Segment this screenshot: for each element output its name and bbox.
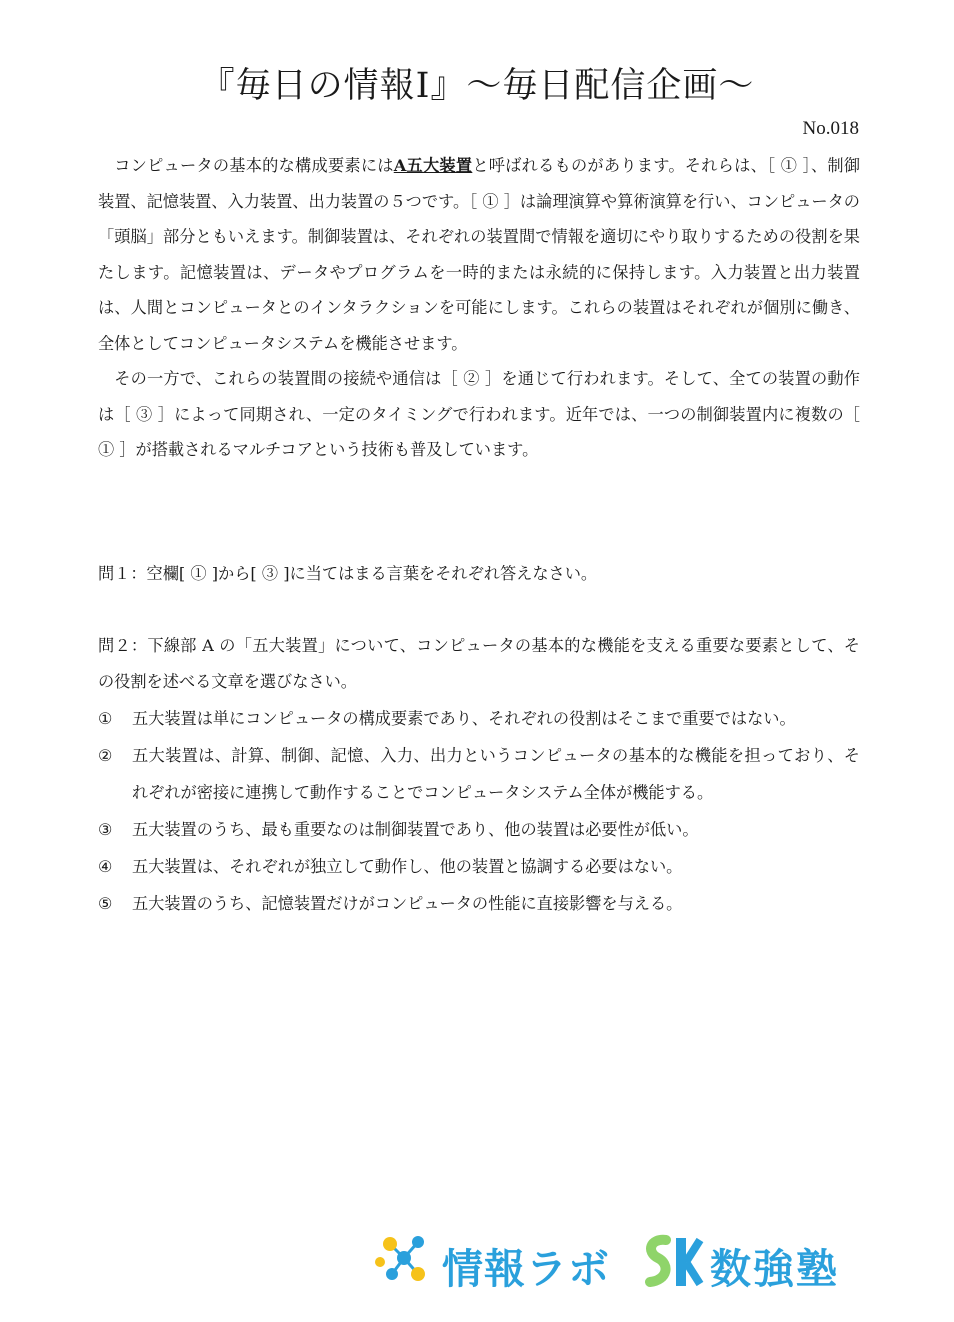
underline-a: A五大装置: [393, 156, 473, 175]
choice-mark: ⑤: [98, 894, 113, 913]
question-1: 問１：空欄[ ① ]から[ ③ ]に当てはまる言葉をそれぞれ答えなさい。: [98, 564, 598, 583]
issue-number: No.018: [802, 118, 859, 139]
sk-emblem-icon: [640, 1232, 704, 1292]
choice-item: [98, 811, 860, 848]
choice-text: 五大装置のうち、記憶装置だけがコンピュータの性能に直接影響を与える。: [132, 894, 683, 913]
footer-logos: [372, 1228, 862, 1292]
question-2: 問２：下線部 A の「五大装置」について、コンピュータの基本的な機能を支える重要な要素として、その役割を述べる文章を選びなさい。: [98, 636, 860, 691]
choice-text: 五大装置は、計算、制御、記憶、入力、出力というコンピュータの基本的な機能を担っており、それぞれが密接に連携して動作することでコンピュータシステム全体が機能する。: [132, 746, 860, 802]
passage-paragraph-1: コンピュータの基本的な構成要素にはA五大装置と呼ばれるものがあります。それらは、［ ① ］、制御装置、記憶装置、入力装置、出力装置の５つです。［ ① ］は論理演算や算術演算を行い、コンピュータの「頭脳」部分ともいえます。制御装置は、それぞれの装置間で情報を適切にやり取りするための役割を果たします。記憶装置は、データやプログラムを一時的または永続的に保持します。入力装置と出力装置は、人間とコンピュータとのインタラクションを可能にします。これらの装置はそれぞれが個別に働き、全体としてコンピュータシステムを機能させます。: [98, 156, 861, 353]
choice-mark: ①: [98, 709, 113, 728]
lab-logo-text: 情報ラボ: [442, 1245, 610, 1293]
page-title: 『毎日の情報Ⅰ』〜毎日配信企画〜: [199, 66, 755, 106]
choice-item: [98, 737, 860, 811]
choice-text: 五大装置は単にコンピュータの構成要素であり、それぞれの役割はそこまで重要ではない。: [132, 709, 796, 728]
choice-item: [98, 885, 860, 922]
choice-text: 五大装置のうち、最も重要なのは制御装置であり、他の装置は必要性が低い。: [132, 820, 699, 839]
choice-mark: ③: [98, 820, 113, 839]
choice-list: [98, 700, 860, 922]
passage-paragraph-2: その一方で、これらの装置間の接続や通信は［ ② ］を通じて行われます。そして、全ての装置の動作は［ ③ ］によって同期され、一定のタイミングで行われます。近年では、一つの制御装置内に複数の［ ① ］が搭載されるマルチコアという技術も普及しています。: [98, 369, 860, 459]
choice-mark: ④: [98, 857, 113, 876]
choice-item: [98, 848, 860, 885]
choice-mark: ②: [98, 746, 113, 765]
choice-text: 五大装置は、それぞれが独立して動作し、他の装置と協調する必要はない。: [132, 857, 683, 876]
juku-logo-text: 数強塾: [710, 1245, 839, 1293]
passage: [98, 148, 860, 468]
choice-item: [98, 700, 860, 737]
molecule-icon: [372, 1228, 436, 1292]
